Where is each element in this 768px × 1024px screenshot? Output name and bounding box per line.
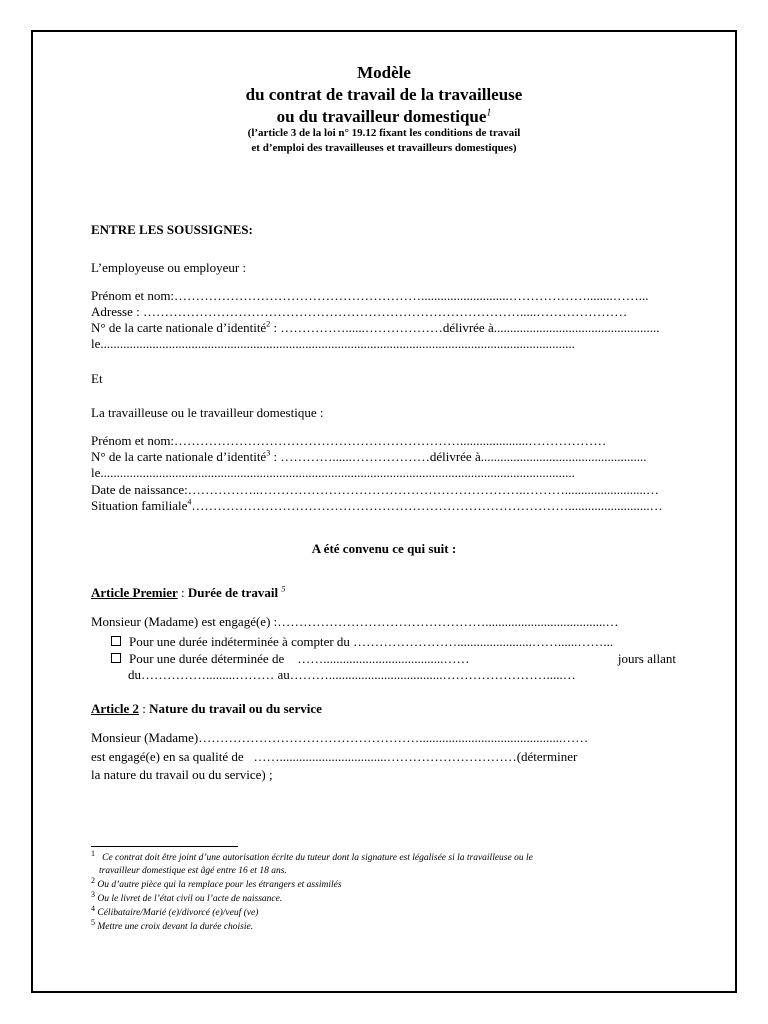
worker-label: La travailleuse ou le travailleur domestique : xyxy=(91,405,324,420)
article1-option1: Pour une durée indéterminée à compter du …………………….......................……......……... xyxy=(111,634,676,650)
article1-option2: Pour une durée déterminée de …….....................................…… jours allant xyxy=(111,651,676,667)
footnote-5: $^5$ Mettre une croix devant la durée choisie. xyxy=(91,917,254,932)
footnote-2: $^2$ Ou d’autre pièce qui la remplace pour les étrangers et assimilés xyxy=(91,875,342,890)
article2-line1: Monsieur (Madame)……………………………………………............................................…… xyxy=(91,730,589,745)
worker-cin-line: N° de la carte nationale d’identité$^3$ : …………......………………délivrée à................................................... xyxy=(91,449,647,464)
employer-address-line: Adresse : …………………………………………………………………………….....………………… xyxy=(91,304,628,319)
footnote-1: $^1$ Ce contrat doit être joint d’une autorisation écrite du tuteur dont la signature est légalisée si la travailleuse ou le xyxy=(91,848,533,863)
doc-subtitle-line2: et d’emploi des travailleuses et travailleurs domestiques) xyxy=(251,142,517,154)
worker-name-line: Prénom et nom:………………………………………………………….....................……………… xyxy=(91,433,607,448)
employer-label: L’employeuse ou employeur : xyxy=(91,260,247,275)
employer-name-line: Prénom et nom:…………………………………………………...........................………………........……... xyxy=(91,288,649,303)
agreed-heading: A été convenu ce qui suit : xyxy=(311,541,457,556)
article1-heading: Article Premier : Durée de travail $^5$ xyxy=(91,584,286,600)
worker-date-line: le.................................................................................................................................................. xyxy=(91,465,575,480)
parties-heading: ENTRE LES SOUSSIGNES: xyxy=(91,222,253,237)
checkbox-determinate[interactable] xyxy=(111,653,121,663)
doc-title-model: Modèle xyxy=(357,63,411,82)
doc-title-line2: du contrat de travail de la travailleuse xyxy=(245,85,523,104)
footnote-separator xyxy=(91,846,238,847)
worker-birth-line: Date de naissance:……………..……………………………………………………..……….........................… xyxy=(91,482,659,497)
article2-heading: Article 2 : Nature du travail ou du service xyxy=(91,701,322,716)
footnote-1b: travailleur domestique est âgé entre 16 et 18 ans. xyxy=(99,866,287,876)
article1-line: Monsieur (Madame) est engagé(e) :………………………………………….....................................… xyxy=(91,614,619,629)
employer-cin-line: N° de la carte nationale d’identité$^2$ : ……………......………………délivrée à................................................... xyxy=(91,320,660,335)
article2-line2: est engagé(e) en sa qualité de …….................................…………………………(déterminer xyxy=(91,749,578,764)
doc-title-line3: ou du travailleur domestique$^1$ xyxy=(276,107,492,126)
footnote-4: $^4$ Célibataire/Marié (e)/divorcé (e)/veuf (ve) xyxy=(91,903,259,918)
worker-family-line: Situation familiale$^4$…………………………………………………………………………….........................… xyxy=(91,498,663,513)
footnote-3: $^3$ Ou le livret de l’état civil ou l’acte de naissance. xyxy=(91,889,283,904)
checkbox-indeterminate[interactable] xyxy=(111,636,121,646)
and-label: Et xyxy=(91,371,103,386)
article1-option2-dates: du…………….........……… au………...................................…………………….....… xyxy=(128,667,576,682)
employer-date-line: le.................................................................................................................................................. xyxy=(91,336,575,351)
doc-subtitle-line1: (l’article 3 de la loi n° 19.12 fixant les conditions de travail xyxy=(247,127,521,139)
article2-line3: la nature du travail ou du service) ; xyxy=(91,767,273,782)
